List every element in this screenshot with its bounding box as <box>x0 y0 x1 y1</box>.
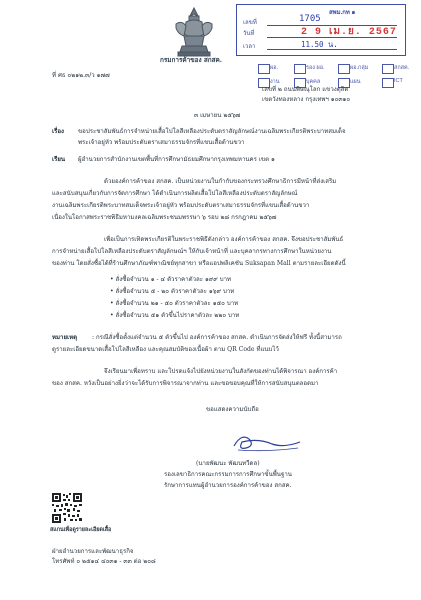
price-item: • สั่งซื้อจำนวน ๑ - ๔ ตัวราคาตัวละ ๑๙๙ บาท <box>110 276 232 283</box>
address-line-2: เขตวังทองหลาง กรุงเทพฯ ๑๐๓๑๐ <box>262 96 351 103</box>
routing-item: แผน <box>350 79 361 85</box>
paragraph-1-line: งานเฉลิมพระเกียรติพระบาทสมเด็จพระเจ้าอยู่หัว พร้อมประดับตราเสมาธรรมจักรที่แขนเสื้อด้านขวา <box>52 202 310 209</box>
organization-emblem <box>172 6 216 58</box>
footer-phone: โทรศัพท์ ๐ ๒๕๑๔ ๔๐๓๑ - ๓๓ ต่อ ๒๐๘ <box>52 558 156 565</box>
note-line: ดูรายละเอียดขนาดเสื้อโปโลสีเหลือง และคุณสมบัติของเนื้อผ้า ตาม QR Code ที่แนบไว้ <box>52 346 279 353</box>
routing-item: งาน <box>270 79 280 85</box>
subject-label: เรื่อง <box>52 128 64 135</box>
price-item: • สั่งซื้อจำนวน ๒๑ - ๕๐ ตัวราคาตัวละ ๑๕๐ บาท <box>110 300 239 307</box>
recipient-text: ผู้อำนวยการสำนักงานเขตพื้นที่การศึกษามัธยมศึกษากรุงเทพมหานคร เขต ๑ <box>78 156 275 163</box>
stamp-office: สพม.กท ๑ <box>329 10 356 16</box>
reference-number: ที่ ศธ ๐๒๑๒.๓/ว ๑๗๗ <box>52 72 110 79</box>
note-label: หมายเหตุ <box>52 334 78 341</box>
footer-department: ฝ่ายอำนวยการและพัฒนาธุรกิจ <box>52 548 134 555</box>
routing-item: ICT <box>394 78 403 84</box>
closing-line: ของ สกสค. หวังเป็นอย่างยิ่งว่าจะได้รับการพิจารณาจากท่าน และขอขอบคุณที่ให้การสนับสนุนตลอดมา <box>52 380 319 387</box>
sign-off: ขอแสดงความนับถือ <box>206 406 259 413</box>
organization-name: กรมการค้าของ สกสค. <box>160 56 222 64</box>
stamp-number-label: เลขที่ <box>243 20 257 26</box>
recipient-label: เรียน <box>52 156 66 163</box>
address-line-1: เลขที่ ๒ ถนนพิษณุโลก แขวงดุสิต <box>262 86 349 93</box>
stamp-number-value: 1705 <box>299 14 321 24</box>
signatory-name: (นายพัฒนะ พัฒนทวีดล) <box>196 460 260 467</box>
paragraph-2-line: การจำหน่ายเสื้อโปโลสีเหลืองประดับตราสัญลักษณ์ฯ ให้กับเจ้าหน้าที่ และบุคลากรทางการศึกษาในหน่วยงาน <box>52 248 332 255</box>
stamp-time-value: 11.50 น. <box>301 40 338 49</box>
stamp-time-label: เวลา <box>243 44 256 50</box>
price-item: • สั่งซื้อจำนวน ๕๑ ตัวขึ้นไปราคาตัวละ ๒๒๐ บาท <box>110 312 240 319</box>
stamp-date-label: วันที่ <box>243 31 255 37</box>
price-item: • สั่งซื้อจำนวน ๕ - ๒๐ ตัวราคาตัวละ ๑๖๙ บาท <box>110 288 235 295</box>
qr-code[interactable] <box>52 493 82 523</box>
routing-checkbox-1[interactable] <box>258 64 270 74</box>
routing-item: ผอ.กลุ่ม <box>350 65 369 71</box>
paragraph-1-line: เนื่องในโอกาสพระราชพิธีมหามงคลเฉลิมพระชนมพรรษา ๖ รอบ ๒๘ กรกฎาคม ๒๕๖๗ <box>52 214 277 221</box>
routing-item: สกสค. <box>394 65 410 71</box>
handwritten-signature <box>228 428 306 454</box>
letter-date: ๓ เมษายน ๒๕๖๗ <box>194 112 241 119</box>
note-line: : กรณีสั่งซื้อตั้งแต่จำนวน ๕ ตัวขึ้นไป องค์การค้าของ สกสค. ดำเนินการจัดส่งให้ฟรี ทั้งนี้สามารถ <box>92 334 342 341</box>
paragraph-2-line: เพื่อเป็นการเทิดพระเกียรติในพระราชพิธีดังกล่าว องค์การค้าของ สกสค. จึงขอประชาสัมพันธ์ <box>104 236 344 243</box>
subject-line-1: ขอประชาสัมพันธ์การจำหน่ายเสื้อโปโลสีเหลืองประดับตราสัญลักษณ์งานเฉลิมพระเกียรติพระบาทสมเด็จ <box>78 128 346 135</box>
routing-checkbox-3[interactable] <box>338 64 350 74</box>
signatory-title-line: รองเลขาธิการคณะกรรมการการศึกษาขั้นพื้นฐาน <box>164 471 292 478</box>
signatory-title-line: รักษาการแทนผู้อำนวยการองค์การค้าของ สกสค. <box>164 482 292 489</box>
routing-item: รอง ผอ. <box>306 65 325 71</box>
routing-item: ผอ. <box>270 65 279 71</box>
closing-line: จึงเรียนมาเพื่อทราบ และโปรดแจ้งไปยังหน่วยงานในสังกัดของท่านได้พิจารณา องค์การค้า <box>104 368 338 375</box>
routing-checkbox-2[interactable] <box>294 64 306 74</box>
routing-item: บุคคล <box>306 79 321 85</box>
routing-checkbox-4[interactable] <box>382 64 394 74</box>
subject-line-2: พระเจ้าอยู่หัว พร้อมประดับตราเสมาธรรมจักรที่แขนเสื้อด้านขวา <box>78 139 245 146</box>
stamp-date-value: 2 9 เม.ย. 2567 <box>301 27 397 38</box>
paragraph-1-line: และสนับสนุนเกี่ยวกับการจัดการศึกษา ได้ดำเนินการผลิตเสื้อโปโลสีเหลืองประดับตราสัญลักษณ์ <box>52 190 298 197</box>
paragraph-1-line: ด้วยองค์การค้าของ สกสค. เป็นหน่วยงานในกำกับของกระทรวงศึกษาธิการมีหน้าที่ส่งเสริม <box>104 178 337 185</box>
paragraph-2-line: ของท่าน โดยสั่งซื้อได้ที่ร้านศึกษาภัณฑ์พาณิชย์ทุกสาขา หรือแอปพลิเคชัน Suksapan Mall ตามรายละเอียดดังนี้ <box>52 260 346 267</box>
qr-caption: สแกนเพื่อดูรายละเอียดเสื้อ <box>50 527 112 533</box>
received-stamp <box>236 4 406 56</box>
routing-checkbox-8[interactable] <box>382 78 394 88</box>
